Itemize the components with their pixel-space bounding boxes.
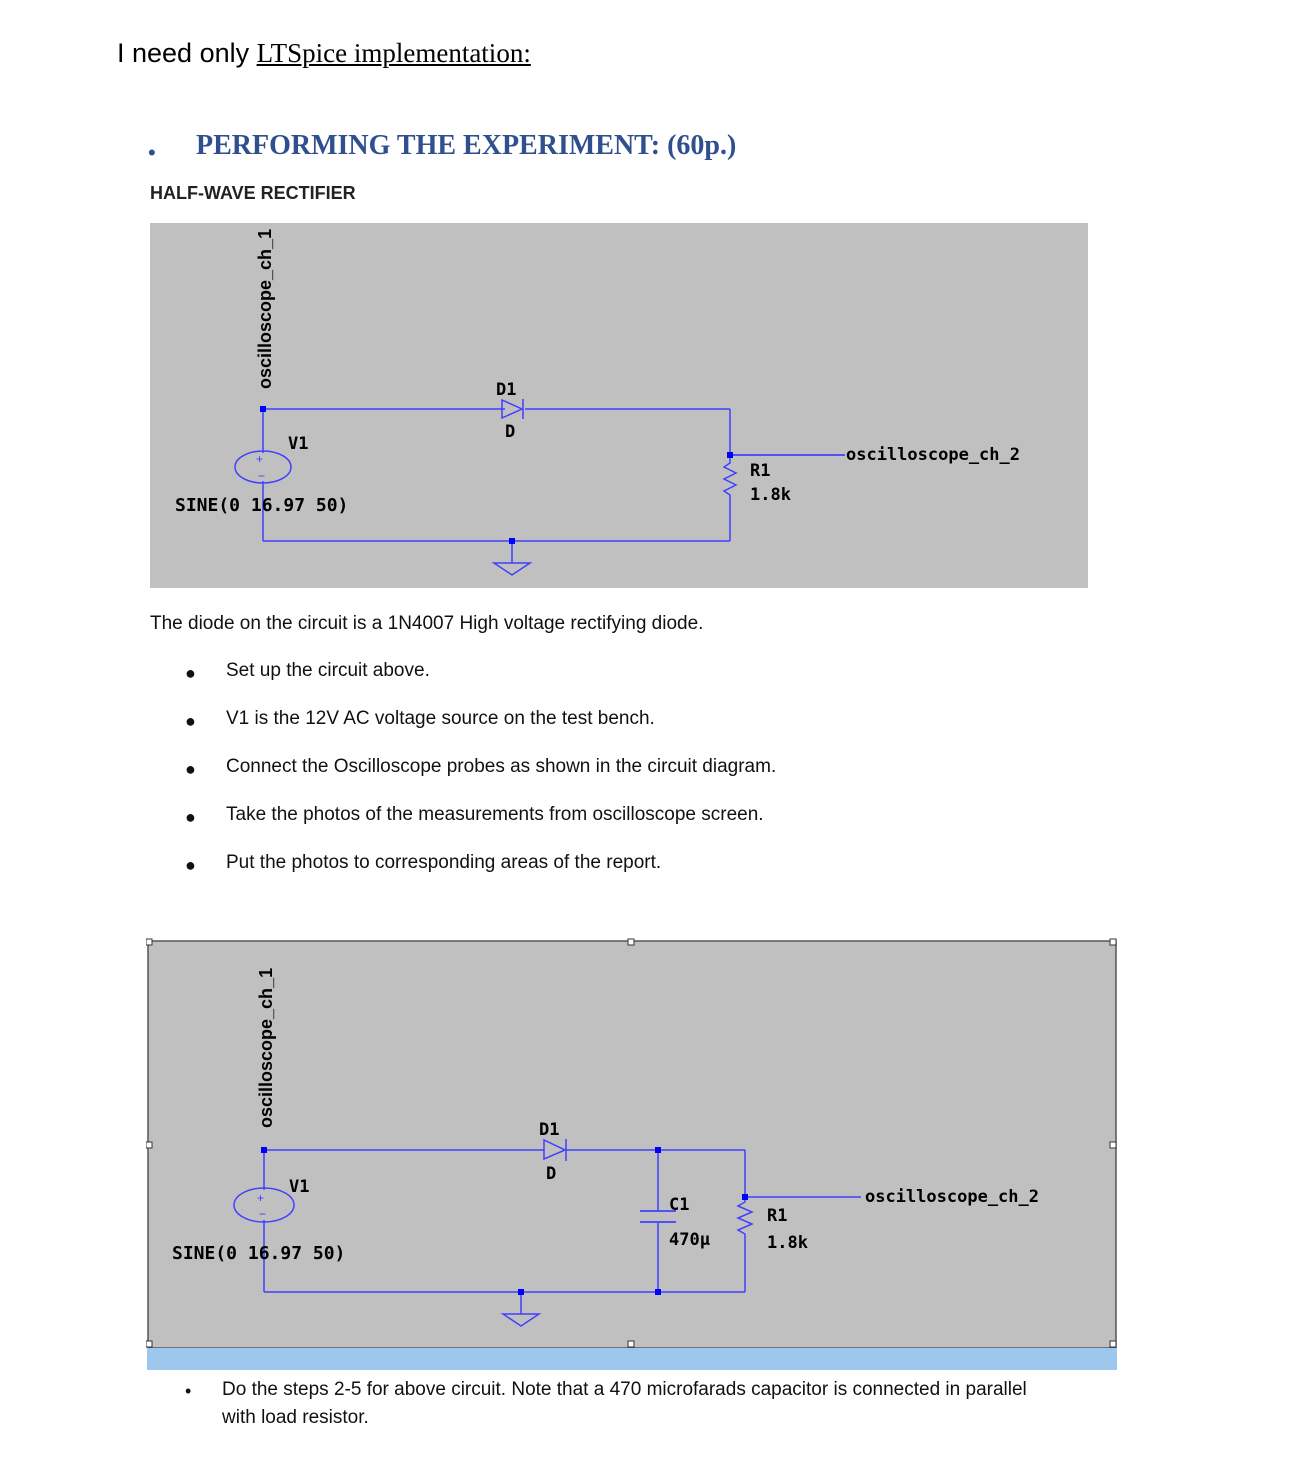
node-dot (655, 1289, 661, 1295)
node-dot (261, 1147, 267, 1153)
d1-model: D (505, 422, 516, 442)
caption-bar (147, 1348, 1117, 1370)
svg-text:+: + (257, 1191, 265, 1205)
d1-label: D1 (496, 380, 517, 400)
header-prefix: I need only (117, 38, 257, 68)
r1-value: 1.8k (750, 485, 791, 505)
node-dot (518, 1289, 524, 1295)
c1-value: 470µ (669, 1230, 710, 1250)
v1-value: SINE(0 16.97 50) (172, 1243, 346, 1264)
circuit-1-schematic (150, 223, 1088, 588)
circuit-2-background (148, 941, 1116, 1348)
r1-label: R1 (767, 1206, 788, 1226)
circuit-1-background (150, 223, 1088, 588)
v1-label: V1 (289, 1177, 310, 1197)
probe-ch2-label: oscilloscope_ch_2 (846, 445, 1020, 465)
header-line (117, 38, 531, 69)
svg-text:−: − (259, 1207, 267, 1221)
d1-model: D (546, 1164, 557, 1184)
r1-label: R1 (750, 461, 771, 481)
ltspice-link[interactable]: LTSpice implementation: (256, 38, 531, 68)
probe-ch1-label: oscilloscope_ch_1 (255, 228, 275, 389)
circuit-2-schematic[interactable] (146, 938, 1121, 1372)
final-step-bullet: • (185, 1381, 192, 1401)
d1-label: D1 (539, 1120, 560, 1140)
v1-value: SINE(0 16.97 50) (175, 495, 349, 516)
node-dot (509, 538, 515, 544)
node-dot (742, 1194, 748, 1200)
probe-ch1-label: oscilloscope_ch_1 (256, 967, 276, 1128)
c1-label: C1 (669, 1195, 690, 1215)
final-step-text: Do the steps 2-5 for above circuit. Note that a 470 microfarads capacitor is connected in parallel with load resistor. (222, 1379, 1027, 1428)
probe-ch2-label: oscilloscope_ch_2 (865, 1187, 1039, 1207)
node-dot (260, 406, 266, 412)
node-dot (727, 452, 733, 458)
svg-text:+: + (256, 452, 264, 466)
v1-label: V1 (288, 434, 309, 454)
svg-text:−: − (258, 469, 266, 483)
subsection-title: HALF-WAVE RECTIFIER (150, 183, 356, 203)
r1-value: 1.8k (767, 1233, 808, 1253)
node-dot (655, 1147, 661, 1153)
diode-description: The diode on the circuit is a 1N4007 High voltage rectifying diode. (150, 613, 704, 634)
section-bullet: • (148, 140, 156, 165)
section-title: PERFORMING THE EXPERIMENT: (60p.) (196, 130, 737, 161)
